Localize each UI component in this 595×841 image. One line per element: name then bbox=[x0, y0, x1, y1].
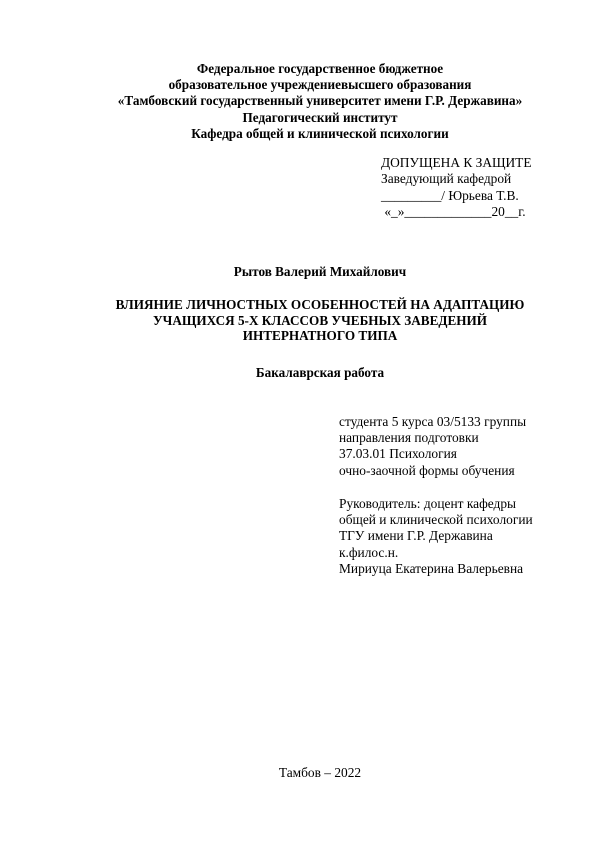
header-line: «Тамбовский государственный университет имени Г.Р. Державина» bbox=[117, 93, 523, 109]
approval-line: _________/ Юрьева Т.В. bbox=[381, 187, 519, 203]
title-line: ВЛИЯНИЕ ЛИЧНОСТНЫХ ОСОБЕННОСТЕЙ НА АДАПТАЦИЮ bbox=[115, 297, 525, 312]
thesis-title bbox=[0, 297, 595, 344]
supervisor-info-line: ТГУ имени Г.Р. Державина bbox=[339, 528, 493, 544]
student-info bbox=[339, 414, 526, 479]
approval-line: «_»_____________20__г. bbox=[381, 203, 526, 219]
approval-line: ДОПУЩЕНА К ЗАЩИТЕ bbox=[381, 155, 532, 170]
institution-header bbox=[0, 61, 595, 142]
author-name: Рытов Валерий Михайлович bbox=[233, 264, 407, 279]
student-info-line: студента 5 курса 03/5133 группы bbox=[339, 414, 527, 429]
supervisor-info bbox=[339, 496, 533, 577]
supervisor-info-line: Мириуца Екатерина Валерьевна bbox=[339, 560, 524, 576]
header-line: образовательное учреждениевысшего образования bbox=[168, 77, 472, 93]
supervisor-info-line: Руководитель: доцент кафедры bbox=[339, 496, 517, 511]
title-line: УЧАЩИХСЯ 5-Х КЛАССОВ УЧЕБНЫХ ЗАВЕДЕНИЙ bbox=[152, 312, 488, 328]
student-info-line: направления подготовки bbox=[339, 430, 479, 446]
student-info-line: очно-заочной формы обучения bbox=[339, 462, 515, 478]
header-line: Кафедра общей и клинической психологии bbox=[191, 125, 449, 141]
supervisor-info-line: общей и клинической психологии bbox=[339, 512, 533, 528]
work-type: Бакалаврская работа bbox=[255, 365, 385, 380]
city-year: Тамбов – 2022 bbox=[278, 765, 362, 780]
title-line: ИНТЕРНАТНОГО ТИПА bbox=[242, 328, 398, 344]
approval-block bbox=[381, 155, 532, 220]
approval-line: Заведующий кафедрой bbox=[381, 171, 512, 187]
student-info-line: 37.03.01 Психология bbox=[339, 446, 457, 462]
header-line: Федеральное государственное бюджетное bbox=[196, 61, 444, 76]
header-line: Педагогический институт bbox=[242, 109, 398, 125]
supervisor-info-line: к.филос.н. bbox=[339, 544, 399, 560]
